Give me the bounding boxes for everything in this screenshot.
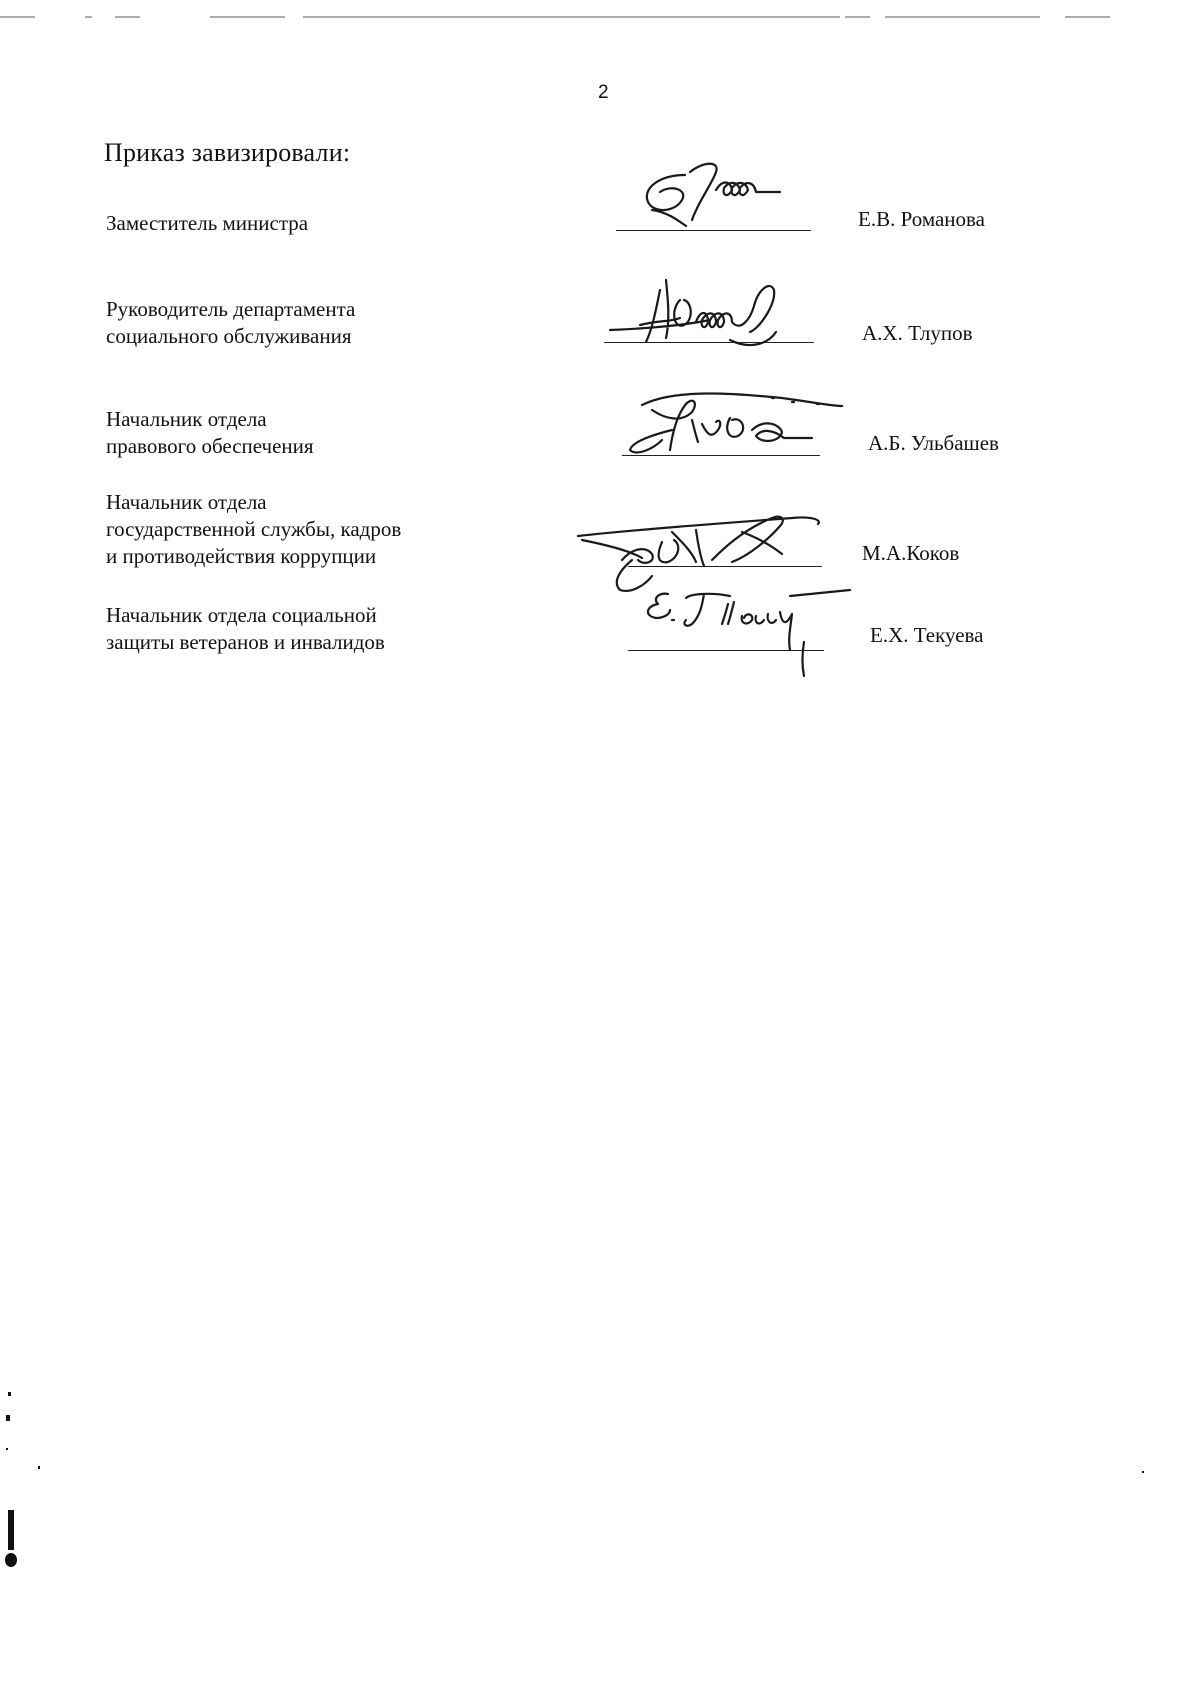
approver-name: М.А.Коков (862, 541, 960, 565)
approver-name: Е.В. Романова (858, 207, 986, 231)
signature-ulbashev (612, 380, 852, 470)
approval-heading: Приказ завизировали: (104, 138, 351, 167)
approver-position: Заместитель министра (106, 211, 309, 235)
signature-tlupov (600, 270, 820, 370)
approver-position: Руководитель департамента социального обслуживания (106, 297, 356, 348)
approver-name: А.Б. Ульбашев (868, 431, 999, 455)
approver-position: Начальник отдела правового обеспечения (106, 407, 314, 458)
approver-position: Начальник отдела государственной службы, кадров и противодействия коррупции (106, 490, 402, 568)
page-number: 2 (598, 82, 609, 103)
signature-tekueva (630, 580, 870, 690)
signature-romanova (630, 150, 830, 240)
scan-edge-marks (0, 0, 1200, 30)
approver-position: Начальник отдела социальной защиты ветеранов и инвалидов (106, 603, 385, 654)
approver-name: А.Х. Тлупов (862, 321, 973, 345)
approver-name: Е.Х. Текуева (870, 623, 984, 647)
